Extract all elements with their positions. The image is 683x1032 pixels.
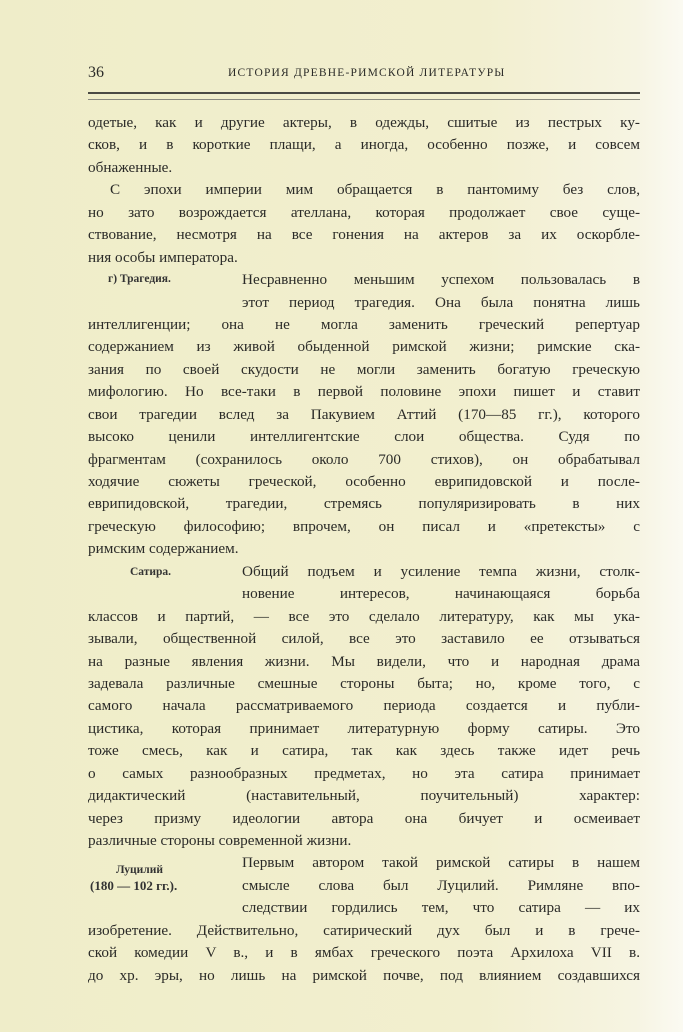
text-line: ствование, несмотря на все гонения на актеров за их оскорбле- xyxy=(88,226,640,244)
text-line: этот период трагедия. Она была понятна лишь xyxy=(242,293,640,311)
text-line: о самых разнообразных предметах, но эта сатира принимает xyxy=(88,764,640,782)
margin-note-satire: Сатира. xyxy=(130,566,172,578)
text-line: римским содержанием. xyxy=(88,540,239,558)
text-line: свои трагедии вслед за Пакувием Аттий (170—85 гг.), которого xyxy=(88,405,640,423)
text-line: тоже смесь, как и сатира, так как здесь также идет речь xyxy=(88,742,640,760)
text-line: классов и партий, — все это сделало литературу, как мы ука- xyxy=(88,607,640,625)
text-line: зания по своей скудости не могли заменить богатую греческую xyxy=(88,360,640,378)
text-line: одетые, как и другие актеры, в одежды, сшитые из пестрых ку- xyxy=(88,114,640,131)
margin-note-lucilius-name: Луцилий xyxy=(116,864,163,876)
page-body xyxy=(88,112,640,987)
text-line: изобретение. Действительно, сатирический дух был и в грече- xyxy=(88,921,640,939)
text-line: дидактический (наставительный, поучительный) характер: xyxy=(88,787,640,805)
text-line: но зато возрождается ателлана, которая продолжает свое суще- xyxy=(88,203,640,221)
text-line: через призму идеологии автора она бичует и осмеивает xyxy=(88,809,640,827)
text-line: содержанием из живой обыденной римской жизни; римские ска- xyxy=(88,338,640,356)
text-line: высоко ценили интеллигентские слои общества. Судя по xyxy=(88,428,640,446)
text-line: на разные явления жизни. Мы видели, что и народная драма xyxy=(88,652,640,670)
text-line: Первым автором такой римской сатиры в нашем xyxy=(242,854,640,872)
text-line: самого начала рассматриваемого периода создается и публи- xyxy=(88,697,640,715)
margin-note-lucilius-dates: (180 — 102 гг.). xyxy=(90,878,178,893)
text-line: различные стороны современной жизни. xyxy=(88,832,352,849)
text-line: ходячие сюжеты греческой, особенно еврипидовской и после- xyxy=(88,473,640,490)
text-line: еврипидовской, трагедии, стремясь популяризировать в них xyxy=(88,495,640,513)
page-number: 36 xyxy=(88,64,104,81)
text-line: С эпохи империи мим обращается в пантомиму без слов, xyxy=(110,181,640,199)
text-line: Общий подъем и усиление темпа жизни, столк- xyxy=(242,562,640,580)
header-rule xyxy=(88,92,640,100)
text-line: до хр. эры, но лишь на римской почве, под влиянием создавшихся xyxy=(88,966,640,984)
running-title: ИСТОРИЯ ДРЕВНЕ-РИМСКОЙ ЛИТЕРАТУРЫ xyxy=(228,67,506,79)
margin-note-tragedy: г) Трагедия. xyxy=(108,273,171,285)
text-line: цистика, которая принимает литературную форму сатиры. Это xyxy=(88,719,640,737)
page-header xyxy=(88,64,640,84)
text-line: Несравненно меньшим успехом пользовалась в xyxy=(242,271,640,289)
text-line: греческую философию; впрочем, он писал и «претексты» с xyxy=(88,517,640,535)
text-line: ской комедии V в., и в ямбах греческого поэта Архилоха VII в. xyxy=(88,944,640,962)
text-line: ния особы императора. xyxy=(88,248,238,266)
text-line: фрагментам (сохранилось около 700 стихов), он обрабатывал xyxy=(88,450,640,468)
text-line: следствии гордились тем, что сатира — их xyxy=(242,899,640,917)
text-line: обнаженные. xyxy=(88,158,173,176)
text-line: смысле слова был Луцилий. Римляне впо- xyxy=(242,876,640,894)
text-line: зывали, общественной силой, все это заставило ее отзываться xyxy=(88,630,640,648)
text-line: новение интересов, начинающаяся борьба xyxy=(242,585,640,603)
text-line: сков, и в короткие плащи, а иногда, особенно позже, и совсем xyxy=(88,136,640,154)
text-line: мифологию. Но все-таки в первой половине эпохи пишет и ставит xyxy=(88,383,640,401)
text-line: задевала различные смешные стороны быта; но, кроме того, с xyxy=(88,674,640,692)
text-line: интеллигенции; она не могла заменить греческий репертуар xyxy=(88,315,640,333)
